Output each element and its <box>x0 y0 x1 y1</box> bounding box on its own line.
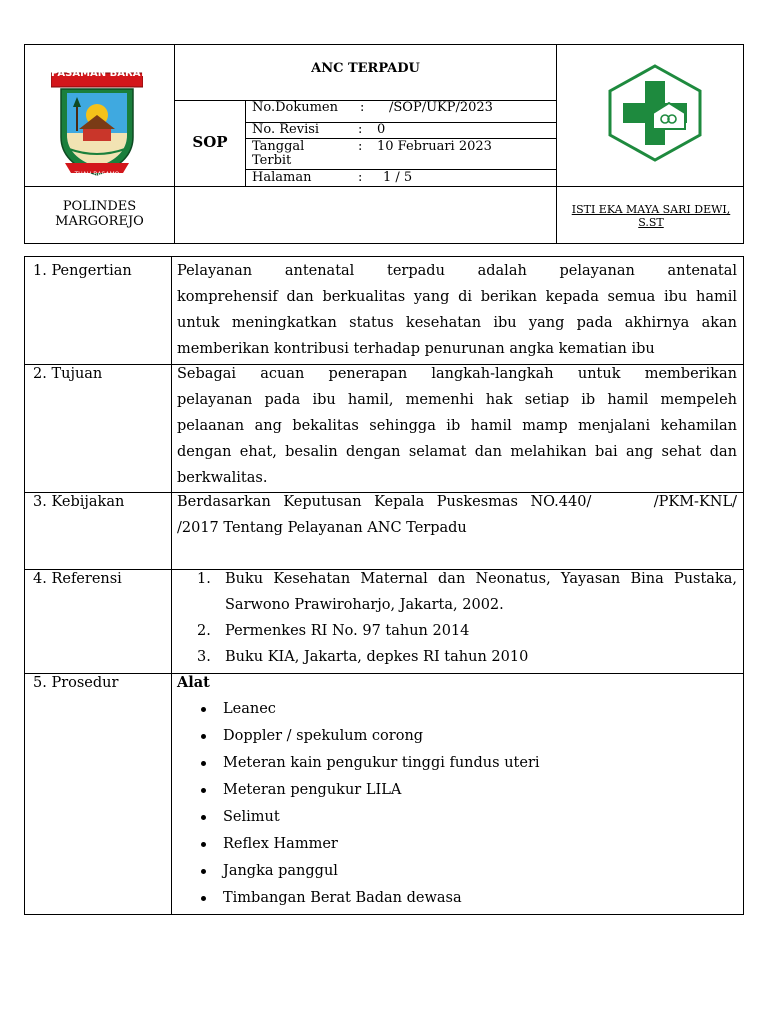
text-line: berkwalitas. <box>177 470 268 486</box>
field-separator: : <box>358 170 363 185</box>
field-separator: : <box>360 100 365 115</box>
list-item <box>199 777 739 804</box>
logo-bottom-banner-text: TUAH BASAMO <box>74 171 120 178</box>
list-item <box>199 885 739 912</box>
column-divider <box>171 257 172 914</box>
field-label-halaman: Halaman <box>252 170 312 185</box>
field-value-no-dokumen: /SOP/UKP/2023 <box>389 100 493 115</box>
field-label-no-revisi: No. Revisi <box>252 122 320 137</box>
pasaman-barat-logo <box>51 67 147 179</box>
document-header <box>24 44 744 244</box>
section-label-kebijakan: 3. Kebijakan <box>33 494 125 510</box>
list-item-text: Buku Kesehatan Maternal dan Neonatus, Yayasan Bina Pustaka, <box>225 571 737 587</box>
list-item <box>197 566 737 618</box>
field-separator: : <box>358 139 363 154</box>
signer-name-line1: ISTI EKA MAYA SARI DEWI, <box>571 203 731 216</box>
field-value-no-revisi: 0 <box>377 122 386 137</box>
list-item-text: Timbangan Berat Badan dewasa <box>223 890 462 906</box>
section-body-tujuan <box>177 361 737 491</box>
list-item <box>199 831 739 858</box>
referensi-list <box>197 566 737 670</box>
prosedur-heading: Alat <box>177 674 210 691</box>
section-label-tujuan: 2. Tujuan <box>33 366 103 382</box>
list-item-text: Leanec <box>223 701 276 717</box>
text-line: Sebagai acuan penerapan langkah-langkah untuk memberikan <box>177 366 737 382</box>
header-divider <box>25 186 744 187</box>
list-item-text: Permenkes RI No. 97 tahun 2014 <box>225 623 470 639</box>
text-line: komprehensif dan berkualitas yang di berikan kepada semua ibu hamil <box>177 289 737 305</box>
field-label-no-dokumen: No.Dokumen <box>252 100 338 115</box>
list-item <box>199 750 739 777</box>
sop-label: SOP <box>192 133 228 151</box>
text-line: pelaanan ang bekalitas sehingga ib hamil mamp menjalani kehamilan <box>177 418 737 434</box>
bullet-icon <box>201 734 206 739</box>
bullet-icon <box>201 788 206 793</box>
list-item-text: Doppler / spekulum corong <box>223 728 424 744</box>
bullet-icon <box>201 842 206 847</box>
list-item <box>199 723 739 750</box>
logo-top-banner-text: PASAMAN BARAT <box>51 68 147 79</box>
list-number: 3. <box>197 649 211 665</box>
bullet-icon <box>201 815 206 820</box>
list-item <box>197 618 737 644</box>
org-name-line2: MARGOREJO <box>55 214 144 229</box>
list-item <box>199 696 739 723</box>
field-label-tanggal: Tanggal <box>252 139 305 154</box>
list-item <box>199 858 739 885</box>
header-divider <box>175 100 556 101</box>
section-body-pengertian <box>177 258 737 362</box>
section-label-prosedur: 5. Prosedur <box>33 675 119 691</box>
list-item-text: Reflex Hammer <box>223 836 338 852</box>
org-name-line1: POLINDES <box>62 199 137 214</box>
text-line: pelayanan pada ibu hamil, memenhi hak setiap ib hamil mempeleh <box>177 392 737 408</box>
list-item-text: Meteran kain pengukur tinggi fundus uteri <box>223 755 540 771</box>
text-line: /2017 Tentang Pelayanan ANC Terpadu <box>177 520 467 536</box>
field-value-tanggal-terbit: 10 Februari 2023 <box>377 139 492 154</box>
list-item <box>199 804 739 831</box>
bullet-icon <box>201 869 206 874</box>
text-line: dengan ehat, besalin dengan selamat dan melahikan bai ang sehat dan <box>177 444 737 460</box>
field-separator: : <box>358 122 363 137</box>
text-line: Berdasarkan Keputusan Kepala Puskesmas NO.440/ /PKM-KNL/ <box>177 494 737 510</box>
list-item-text: Buku KIA, Jakarta, depkes RI tahun 2010 <box>225 649 529 665</box>
list-item-text: Sarwono Prawiroharjo, Jakarta, 2002. <box>225 597 504 613</box>
signer-name-line2: S.ST <box>638 216 664 229</box>
section-label-pengertian: 1. Pengertian <box>33 263 132 279</box>
text-line: untuk meningkatkan status kesehatan ibu yang pada akhirnya akan <box>177 315 737 331</box>
header-divider <box>245 100 246 186</box>
text-line: Pelayanan antenatal terpadu adalah pelayanan antenatal <box>177 263 737 279</box>
bullet-icon <box>201 707 206 712</box>
list-number: 1. <box>197 571 211 587</box>
sop-content-table <box>24 256 744 915</box>
list-item-text: Selimut <box>223 809 280 825</box>
field-value-halaman: 1 / 5 <box>383 170 413 185</box>
bullet-icon <box>201 896 206 901</box>
section-label-referensi: 4. Referensi <box>33 571 122 587</box>
section-body-kebijakan <box>177 489 737 541</box>
list-number: 2. <box>197 623 211 639</box>
puskesmas-logo <box>605 63 705 163</box>
list-item-text: Meteran pengukur LILA <box>223 782 402 798</box>
document-title: ANC TERPADU <box>311 61 420 76</box>
alat-list <box>199 696 739 912</box>
field-label-terbit: Terbit <box>252 153 292 168</box>
list-item-text: Jangka panggul <box>223 863 338 879</box>
text-line: memberikan kontribusi terhadap penurunan angka kematian ibu <box>177 341 655 357</box>
bullet-icon <box>201 761 206 766</box>
list-item <box>197 644 737 670</box>
